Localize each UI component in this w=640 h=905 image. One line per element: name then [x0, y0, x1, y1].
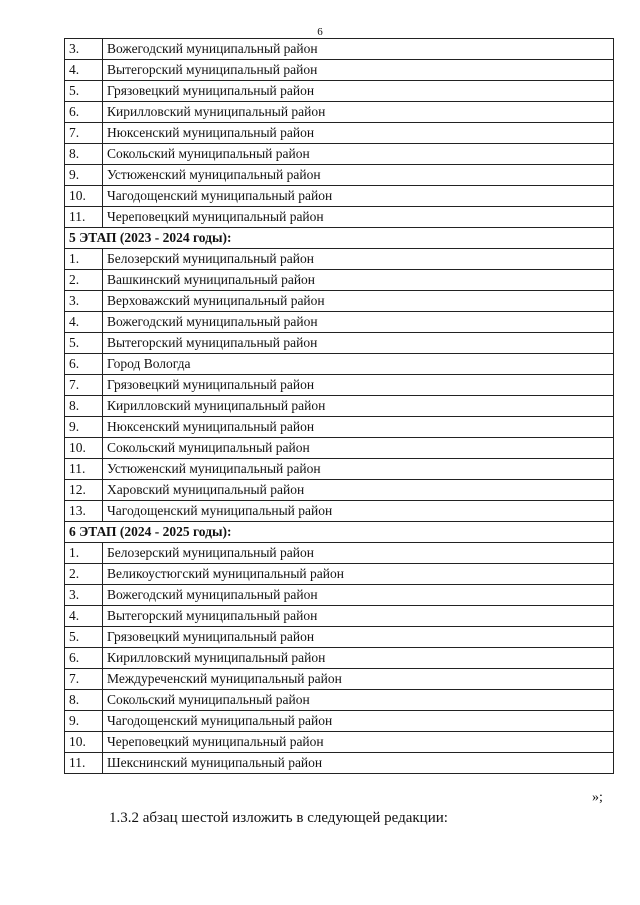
table-row	[65, 459, 614, 480]
district-name: Нюксенский муниципальный район	[103, 123, 614, 144]
district-name: Кирилловский муниципальный район	[103, 396, 614, 417]
row-number: 11.	[65, 207, 103, 228]
district-name: Устюженский муниципальный район	[103, 459, 614, 480]
table-row	[65, 501, 614, 522]
row-number: 11.	[65, 459, 103, 480]
row-number: 12.	[65, 480, 103, 501]
row-number: 6.	[65, 102, 103, 123]
row-number: 2.	[65, 270, 103, 291]
table-row	[65, 144, 614, 165]
row-number: 7.	[65, 375, 103, 396]
table-row	[65, 354, 614, 375]
row-number: 4.	[65, 60, 103, 81]
amendment-paragraph: 1.3.2 абзац шестой изложить в следующей редакции:	[109, 810, 448, 826]
row-number: 8.	[65, 396, 103, 417]
district-name: Устюженский муниципальный район	[103, 165, 614, 186]
district-name: Грязовецкий муниципальный район	[103, 81, 614, 102]
row-number: 9.	[65, 711, 103, 732]
district-name: Вытегорский муниципальный район	[103, 60, 614, 81]
table-row	[65, 102, 614, 123]
table-row	[65, 81, 614, 102]
row-number: 2.	[65, 564, 103, 585]
table-row	[65, 375, 614, 396]
table-row	[65, 648, 614, 669]
district-name: Грязовецкий муниципальный район	[103, 627, 614, 648]
district-name: Сокольский муниципальный район	[103, 438, 614, 459]
table-row	[65, 669, 614, 690]
table-row	[65, 333, 614, 354]
district-name: Грязовецкий муниципальный район	[103, 375, 614, 396]
district-name: Череповецкий муниципальный район	[103, 732, 614, 753]
row-number: 5.	[65, 333, 103, 354]
table-row	[65, 690, 614, 711]
row-number: 1.	[65, 249, 103, 270]
row-number: 6.	[65, 648, 103, 669]
district-name: Верховажский муниципальный район	[103, 291, 614, 312]
table-row	[65, 60, 614, 81]
table-row	[65, 207, 614, 228]
district-name: Белозерский муниципальный район	[103, 249, 614, 270]
district-name: Чагодощенский муниципальный район	[103, 186, 614, 207]
stage-header-row	[65, 228, 614, 249]
district-name: Шекснинский муниципальный район	[103, 753, 614, 774]
district-name: Вашкинский муниципальный район	[103, 270, 614, 291]
stage-header: 5 ЭТАП (2023 - 2024 годы):	[65, 228, 614, 249]
table-row	[65, 606, 614, 627]
district-name: Вытегорский муниципальный район	[103, 606, 614, 627]
district-name: Чагодощенский муниципальный район	[103, 501, 614, 522]
district-name: Кирилловский муниципальный район	[103, 102, 614, 123]
row-number: 3.	[65, 585, 103, 606]
district-name: Вытегорский муниципальный район	[103, 333, 614, 354]
table-row	[65, 753, 614, 774]
table-row	[65, 480, 614, 501]
table-row	[65, 627, 614, 648]
row-number: 9.	[65, 165, 103, 186]
table-row	[65, 438, 614, 459]
row-number: 6.	[65, 354, 103, 375]
row-number: 7.	[65, 123, 103, 144]
table-row	[65, 417, 614, 438]
row-number: 7.	[65, 669, 103, 690]
table-row	[65, 564, 614, 585]
district-name: Белозерский муниципальный район	[103, 543, 614, 564]
row-number: 5.	[65, 81, 103, 102]
row-number: 9.	[65, 417, 103, 438]
district-name: Вожегодский муниципальный район	[103, 312, 614, 333]
table-row	[65, 312, 614, 333]
row-number: 5.	[65, 627, 103, 648]
table-row	[65, 291, 614, 312]
closing-quote: »;	[592, 790, 603, 805]
district-name: Город Вологда	[103, 354, 614, 375]
row-number: 13.	[65, 501, 103, 522]
row-number: 4.	[65, 312, 103, 333]
district-name: Великоустюгский муниципальный район	[103, 564, 614, 585]
table-row	[65, 249, 614, 270]
row-number: 1.	[65, 543, 103, 564]
municipal-districts-table	[64, 38, 614, 774]
district-name: Междуреченский муниципальный район	[103, 669, 614, 690]
district-name: Сокольский муниципальный район	[103, 144, 614, 165]
stage-header-row	[65, 522, 614, 543]
district-name: Чагодощенский муниципальный район	[103, 711, 614, 732]
district-name: Сокольский муниципальный район	[103, 690, 614, 711]
page-number: 6	[317, 26, 323, 38]
row-number: 11.	[65, 753, 103, 774]
table-body	[65, 39, 614, 774]
district-name: Харовский муниципальный район	[103, 480, 614, 501]
table-row	[65, 732, 614, 753]
table-row	[65, 186, 614, 207]
row-number: 8.	[65, 144, 103, 165]
table-row	[65, 543, 614, 564]
stage-header: 6 ЭТАП (2024 - 2025 годы):	[65, 522, 614, 543]
row-number: 10.	[65, 438, 103, 459]
district-name: Череповецкий муниципальный район	[103, 207, 614, 228]
table-row	[65, 39, 614, 60]
table-row	[65, 396, 614, 417]
row-number: 3.	[65, 39, 103, 60]
district-name: Нюксенский муниципальный район	[103, 417, 614, 438]
row-number: 3.	[65, 291, 103, 312]
row-number: 10.	[65, 186, 103, 207]
table-row	[65, 165, 614, 186]
district-name: Кирилловский муниципальный район	[103, 648, 614, 669]
district-name: Вожегодский муниципальный район	[103, 39, 614, 60]
table-row	[65, 123, 614, 144]
table-row	[65, 270, 614, 291]
table-row	[65, 711, 614, 732]
row-number: 10.	[65, 732, 103, 753]
table-row	[65, 585, 614, 606]
row-number: 8.	[65, 690, 103, 711]
district-name: Вожегодский муниципальный район	[103, 585, 614, 606]
row-number: 4.	[65, 606, 103, 627]
